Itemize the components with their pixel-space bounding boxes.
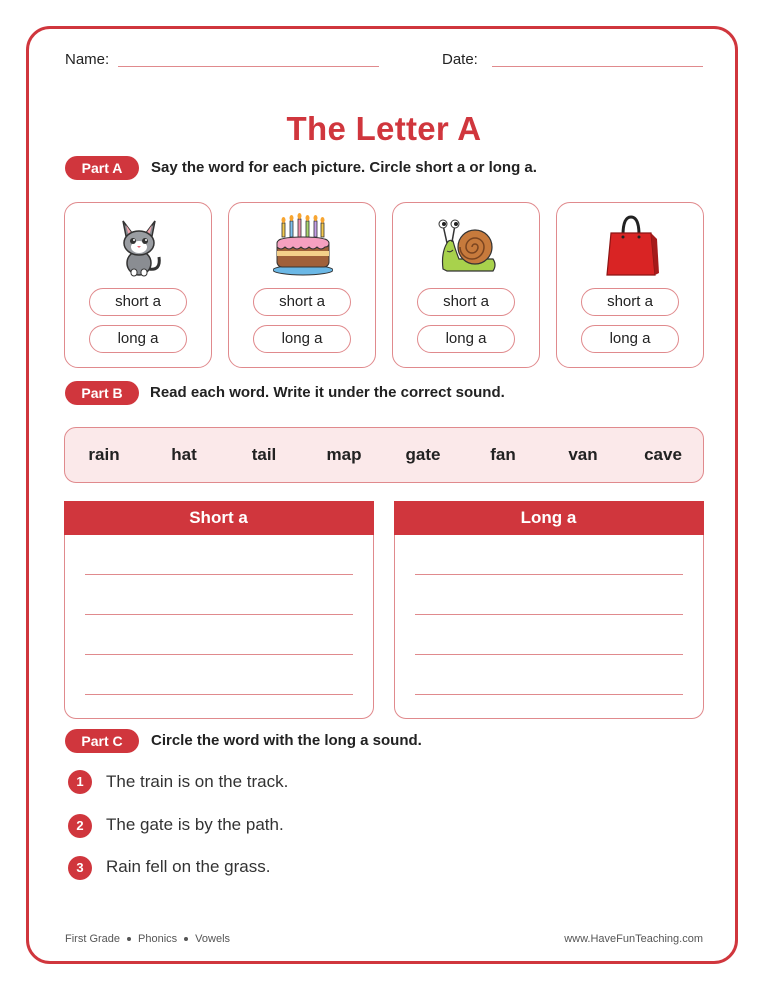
footer-tag: Vowels: [195, 933, 231, 945]
write-line[interactable]: [85, 614, 353, 615]
item-number-badge: 2: [68, 814, 92, 838]
option-short-a[interactable]: short a: [253, 288, 351, 316]
name-field[interactable]: [118, 66, 379, 67]
option-long-a[interactable]: long a: [581, 325, 679, 353]
part-a-badge: Part A: [65, 156, 139, 180]
name-label: Name:: [65, 51, 110, 68]
option-long-a[interactable]: long a: [89, 325, 187, 353]
write-line[interactable]: [85, 574, 353, 575]
short-a-header: Short a: [64, 501, 374, 535]
date-field[interactable]: [492, 66, 703, 67]
long-a-header: Long a: [394, 501, 704, 535]
date-label: Date:: [442, 51, 478, 68]
picture-card-snail: [392, 202, 540, 368]
item-number-badge: 1: [68, 770, 92, 794]
sentence-text[interactable]: The train is on the track.: [106, 772, 289, 791]
word-bank-item: tail: [251, 445, 277, 464]
write-line[interactable]: [415, 614, 683, 615]
write-line[interactable]: [415, 694, 683, 695]
write-line[interactable]: [85, 654, 353, 655]
part-b-badge: Part B: [65, 381, 139, 405]
footer-tags: [65, 933, 230, 945]
option-short-a[interactable]: short a: [417, 288, 515, 316]
word-bank-item: cave: [644, 445, 682, 464]
picture-card-cake: [228, 202, 376, 368]
word-bank-item: map: [326, 445, 362, 464]
footer-tag: Phonics: [138, 933, 178, 945]
option-short-a[interactable]: short a: [89, 288, 187, 316]
part-a-instruction: Say the word for each picture. Circle short a or long a.: [151, 159, 537, 176]
word-bank-item: fan: [490, 445, 516, 464]
long-a-column: [394, 501, 704, 719]
part-c-instruction: Circle the word with the long a sound.: [151, 732, 422, 749]
option-short-a[interactable]: short a: [581, 288, 679, 316]
cat-icon: [109, 213, 169, 277]
bullet-icon: [184, 937, 188, 941]
write-line[interactable]: [415, 574, 683, 575]
sentence-text[interactable]: The gate is by the path.: [106, 815, 284, 834]
picture-card-cat: [64, 202, 212, 368]
sentence-text[interactable]: Rain fell on the grass.: [106, 857, 271, 876]
footer-website[interactable]: www.HaveFunTeaching.com: [564, 933, 703, 945]
bag-icon: [601, 213, 661, 277]
word-bank-item: gate: [405, 445, 441, 464]
option-long-a[interactable]: long a: [253, 325, 351, 353]
word-bank-item: van: [568, 445, 598, 464]
bullet-icon: [127, 937, 131, 941]
part-b-instruction: Read each word. Write it under the correct sound.: [150, 384, 505, 401]
part-c-badge: Part C: [65, 729, 139, 753]
item-number-badge: 3: [68, 856, 92, 880]
page-title: The Letter A: [286, 110, 482, 147]
word-bank-item: hat: [171, 445, 197, 464]
picture-card-bag: [556, 202, 704, 368]
write-line[interactable]: [415, 654, 683, 655]
footer-tag: First Grade: [65, 933, 121, 945]
snail-icon: [437, 213, 497, 277]
word-bank-item: rain: [88, 445, 120, 464]
short-a-column: [64, 501, 374, 719]
cake-icon: [273, 213, 333, 277]
option-long-a[interactable]: long a: [417, 325, 515, 353]
write-line[interactable]: [85, 694, 353, 695]
word-bank: [64, 427, 704, 483]
